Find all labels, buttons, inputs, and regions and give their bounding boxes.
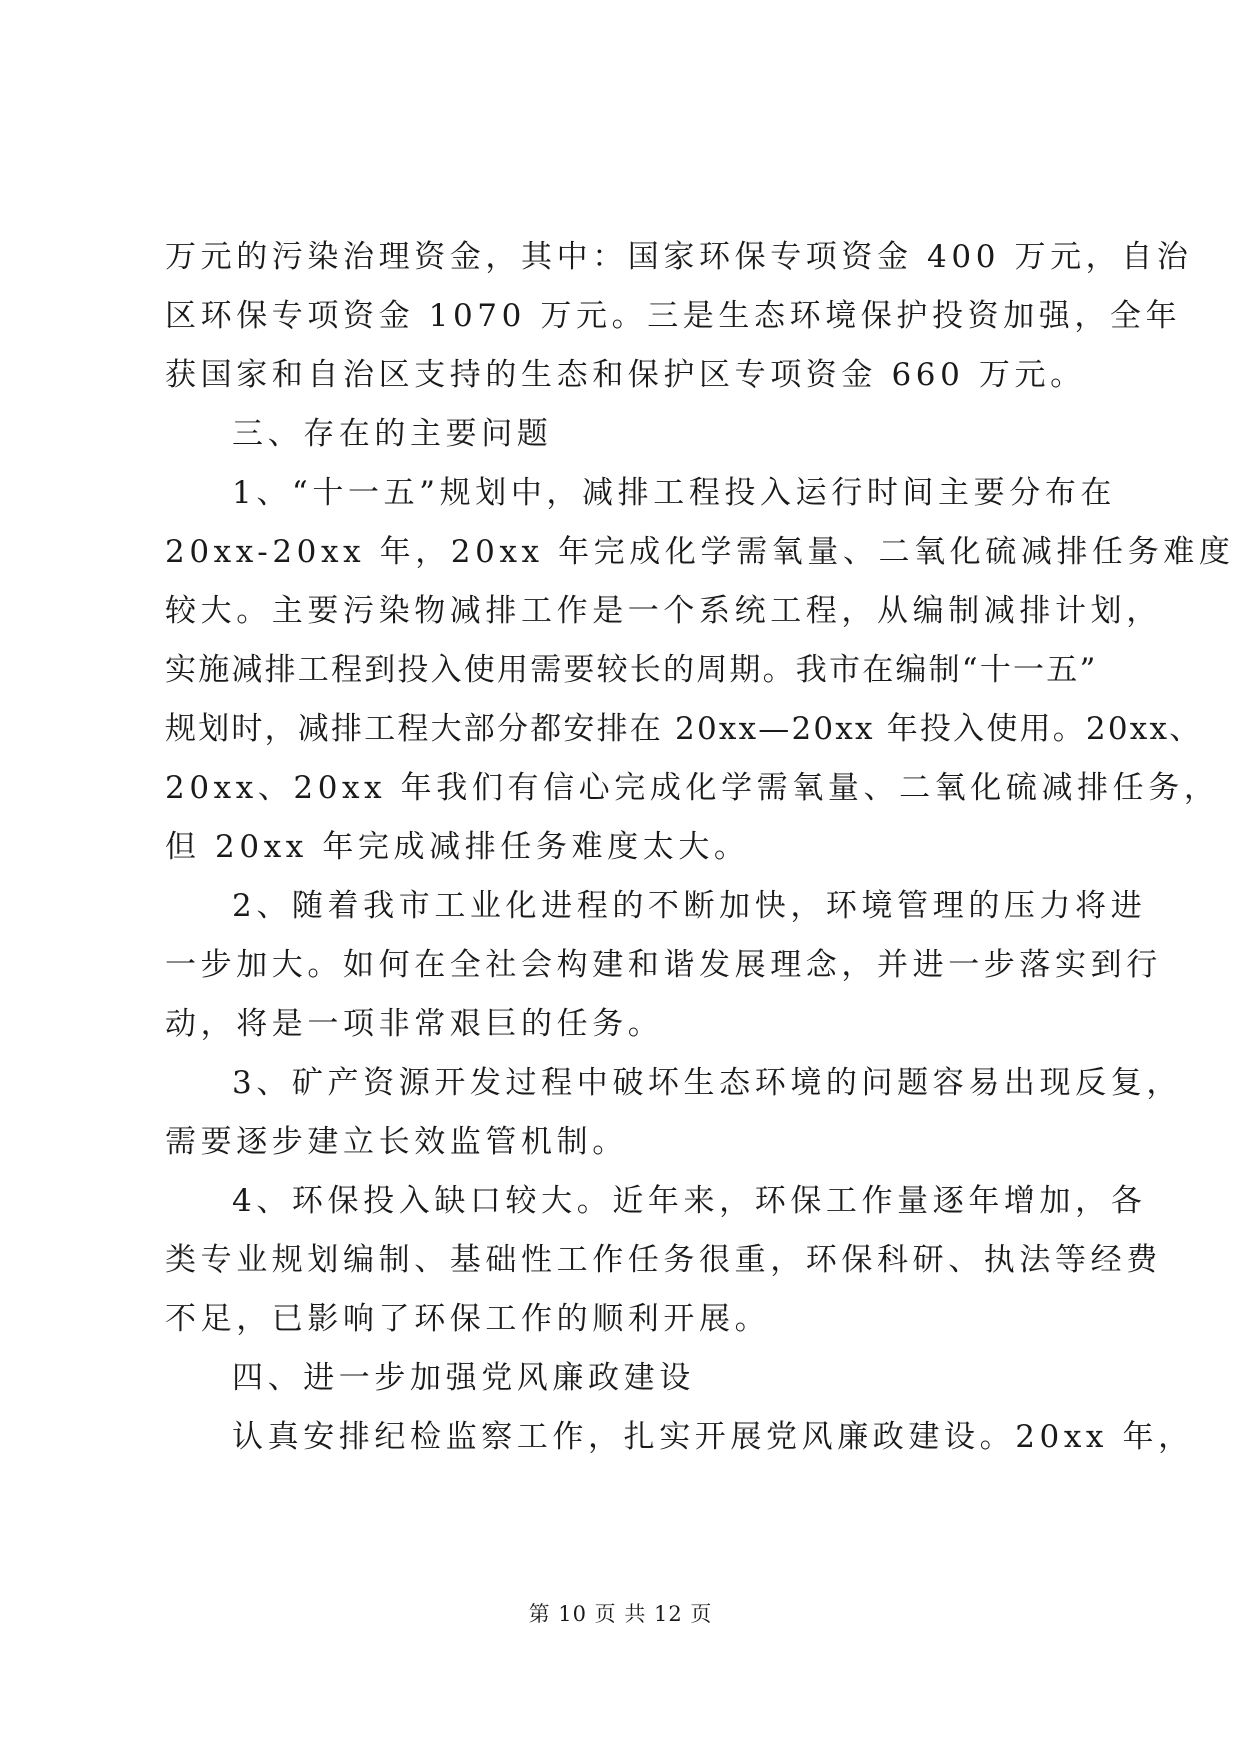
section-heading-party-conduct: 四、进一步加强党风廉政建设 (232, 1360, 695, 1396)
text-line: 1、“十一五”规划中，减排工程投入运行时间主要分布在 (232, 475, 1117, 511)
section-heading-problems: 三、存在的主要问题 (232, 416, 553, 452)
text-line: 3、矿产资源开发过程中破坏生态环境的问题容易出现反复， (232, 1065, 1182, 1101)
text-line: 较大。主要污染物减排工作是一个系统工程，从编制减排计划， (165, 593, 1162, 629)
text-line: 动，将是一项非常艰巨的任务。 (165, 1006, 664, 1042)
text-line: 实施减排工程到投入使用需要较长的周期。我市在编制“十一五” (165, 652, 1098, 688)
text-line: 类专业规划编制、基础性工作任务很重，环保科研、执法等经费 (165, 1242, 1162, 1278)
text-line: 万元的污染治理资金，其中：国家环保专项资金 400 万元，自治 (165, 239, 1193, 275)
text-line: 2、随着我市工业化进程的不断加快，环境管理的压力将进 (232, 888, 1147, 924)
text-line: 规划时，减排工程大部分都安排在 20xx—20xx 年投入使用。20xx、 (165, 711, 1203, 747)
text-line: 不足，已影响了环保工作的顺利开展。 (165, 1301, 771, 1337)
text-line: 需要逐步建立长效监管机制。 (165, 1124, 628, 1160)
text-line: 20xx、20xx 年我们有信心完成化学需氧量、二氧化硫减排任务， (165, 770, 1220, 806)
text-line: 认真安排纪检监察工作，扎实开展党风廉政建设。20xx 年， (232, 1419, 1194, 1455)
page-number-footer: 第 10 页 共 12 页 (528, 1602, 713, 1626)
text-line: 但 20xx 年完成减排任务难度太大。 (165, 829, 750, 865)
text-line: 20xx-20xx 年，20xx 年完成化学需氧量、二氧化硫减排任务难度 (165, 534, 1235, 570)
text-line: 获国家和自治区支持的生态和保护区专项资金 660 万元。 (165, 357, 1086, 393)
text-line: 区环保专项资金 1070 万元。三是生态环境保护投资加强，全年 (165, 298, 1182, 334)
text-line: 一步加大。如何在全社会构建和谐发展理念，并进一步落实到行 (165, 947, 1162, 983)
document-body (165, 228, 1235, 1467)
text-line: 4、环保投入缺口较大。近年来，环保工作量逐年增加，各 (232, 1183, 1147, 1219)
